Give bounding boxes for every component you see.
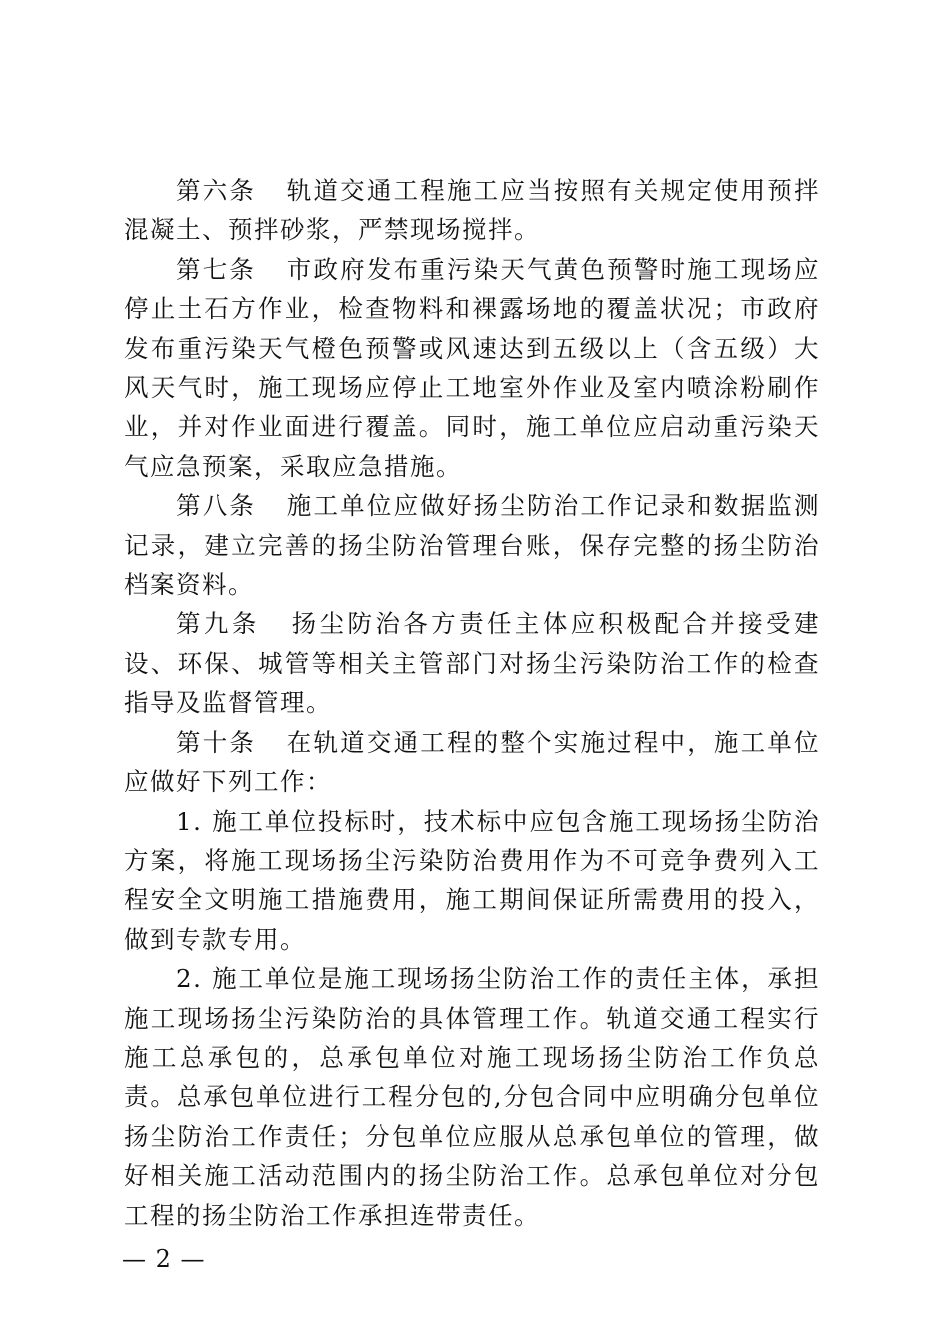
list-item-2-paragraph <box>124 959 820 1235</box>
article-number: 第九条 <box>176 609 260 639</box>
article-text: 在轨道交通工程的整个实施过程中，施工单位应做好下列工作： <box>124 727 821 797</box>
article-number: 第十条 <box>176 727 257 757</box>
article-text: 市政府发布重污染天气黄色预警时施工现场应停止土石方作业，检查物料和裸露场地的覆盖状况；市政府发布重污染天气橙色预警或风速达到五级以上（含五级）大风天气时，施工现场应停止工地室外作业及室内喷涂粉刷作业，并对作业面进行覆盖。同时，施工单位应启动重污染天气应急预案，采取应急措施。 <box>124 254 821 481</box>
article-text: 施工单位应做好扬尘防治工作记录和数据监测记录，建立完善的扬尘防治管理台账，保存完整的扬尘防治档案资料。 <box>124 491 821 600</box>
list-item-text: 2. 施工单位是施工现场扬尘防治工作的责任主体，承担施工现场扬尘污染防治的具体管理工作。轨道交通工程实行施工总承包的，总承包单位对施工现场扬尘防治工作负总责。总承包单位进行工程分包的,分包合同中应明确分包单位扬尘防治工作责任；分包单位应服从总承包单位的管理，做好相关施工活动范围内的扬尘防治工作。总承包单位对分包工程的扬尘防治工作承担连带责任。 <box>124 964 820 1230</box>
article-text: 轨道交通工程施工应当按照有关规定使用预拌混凝土、预拌砂浆，严禁现场搅拌。 <box>124 176 821 245</box>
article-10-paragraph <box>124 723 820 802</box>
article-8-paragraph <box>124 486 820 604</box>
article-9-paragraph <box>124 604 820 722</box>
article-number: 第八条 <box>176 491 257 521</box>
document-body <box>124 171 820 1235</box>
article-number: 第六条 <box>176 176 257 205</box>
article-number: 第七条 <box>176 254 257 284</box>
article-6-paragraph <box>124 171 820 250</box>
article-text: 扬尘防治各方责任主体应积极配合并接受建设、环保、城管等相关主管部门对扬尘污染防治工作的检查指导及监督管理。 <box>124 609 821 718</box>
list-item-text: 1. 施工单位投标时，技术标中应包含施工现场扬尘防治方案，将施工现场扬尘污染防治费用作为不可竞争费列入工程安全文明施工措施费用，施工期间保证所需费用的投入，做到专款专用。 <box>124 806 820 954</box>
list-item-1-paragraph <box>124 802 820 960</box>
article-7-paragraph <box>124 250 820 486</box>
page-number: — 2 — <box>122 1245 206 1273</box>
